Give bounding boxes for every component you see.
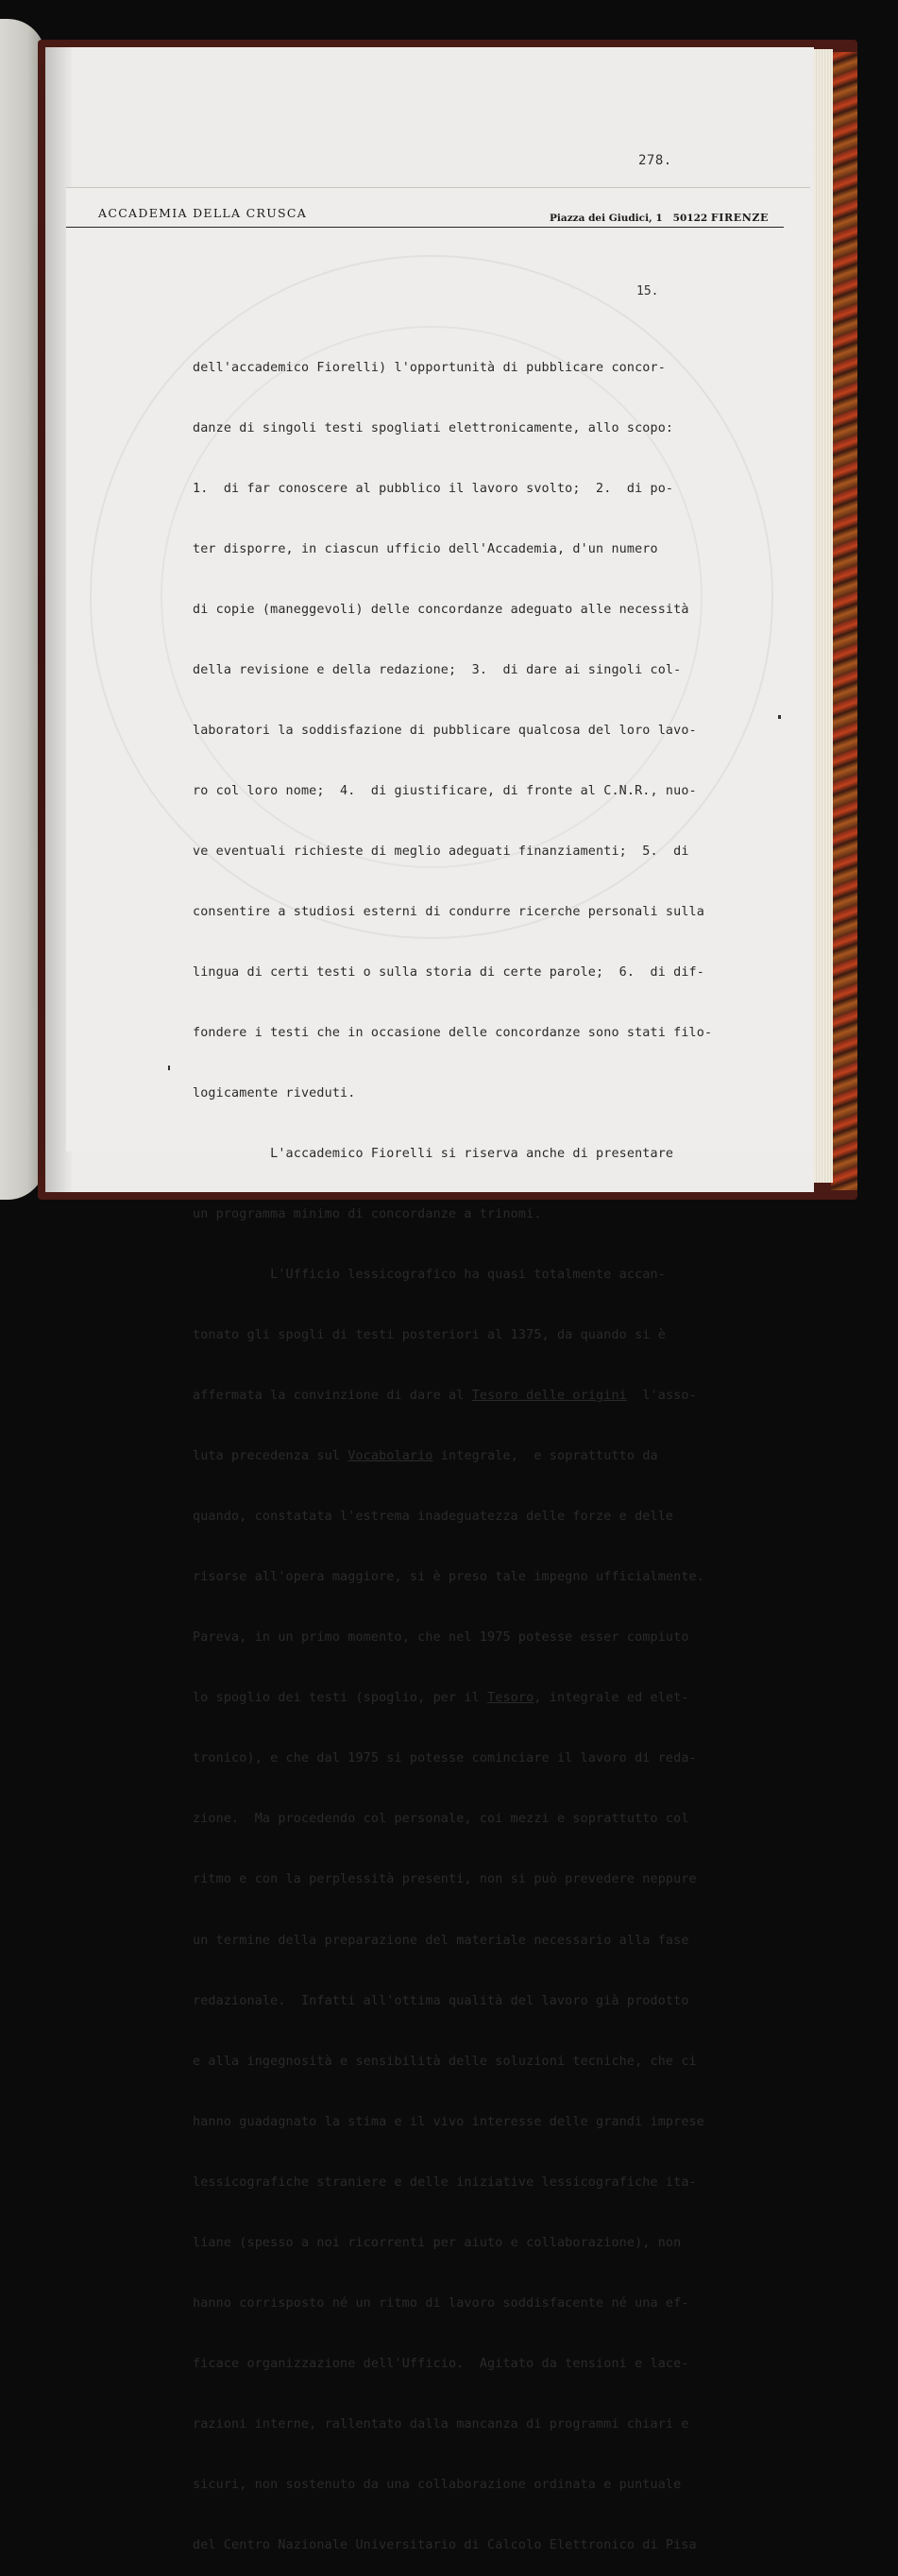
text-line: ritmo e con la perplessità presenti, non si può prevedere neppure: [193, 1872, 697, 1887]
text-segment: l'asso-: [626, 1389, 697, 1404]
page-edges: [814, 49, 833, 1183]
text-line-with-title: [193, 1446, 750, 1466]
text-line: sicuri, non sostenuto da una collaborazione ordinata e puntuale: [193, 2477, 682, 2492]
letterhead: [66, 206, 784, 228]
address-street: Piazza dei Giudici, 1: [550, 213, 663, 224]
text-line: ve eventuali richieste di meglio adeguati finanziamenti; 5. di: [193, 844, 689, 859]
text-line: della revisione e della redazione; 3. di dare ai singoli col-: [193, 662, 682, 677]
text-line: fondere i testi che in occasione delle concordanze sono stati filo-: [193, 1026, 713, 1041]
address-postal: 50122: [672, 213, 708, 224]
text-line: dell'accademico Fiorelli) l'opportunità di pubblicare concor-: [193, 360, 666, 375]
text-line: ficace organizzazione dell'Ufficio. Agitato da tensioni e lace-: [193, 2356, 689, 2371]
text-segment: lo spoglio dei testi (spoglio, per il: [193, 1691, 488, 1706]
underlined-title: Tesoro: [487, 1691, 534, 1706]
text-line: danze di singoli testi spogliati elettronicamente, allo scopo:: [193, 420, 674, 435]
text-line: un termine della preparazione del materiale necessario alla fase: [193, 1933, 689, 1948]
text-line: quando, constatata l'estrema inadeguatezza delle forze e delle: [193, 1510, 674, 1525]
underlined-title: Vocabolario: [347, 1449, 433, 1464]
text-line: ter disporre, in ciascun ufficio dell'Accademia, d'un numero: [193, 541, 658, 556]
text-segment: integrale, e soprattutto da: [432, 1449, 658, 1464]
text-line: del Centro Nazionale Universitario di Calcolo Elettronico di Pisa: [193, 2537, 697, 2552]
text-line-with-title: [193, 1688, 750, 1708]
underlined-title: Tesoro delle origini: [471, 1389, 627, 1404]
inner-page-number: 15.: [636, 284, 659, 299]
text-line: consentire a studiosi esterni di condurre ricerche personali sulla: [193, 904, 704, 919]
text-line-with-title: [193, 1386, 750, 1406]
text-line: L'accademico Fiorelli si riserva anche di presentare: [193, 1147, 674, 1162]
text-line: zione. Ma procedendo col personale, coi mezzi e soprattutto col: [193, 1812, 689, 1827]
ink-speck: [168, 1066, 170, 1070]
institution-address: [550, 212, 769, 224]
text-segment: affermata la convinzione di dare al: [193, 1389, 472, 1404]
text-line: razioni interne, rallentato dalla mancanza di programmi chiari e: [193, 2416, 689, 2431]
text-line: laboratori la soddisfazione di pubblicare qualcosa del loro lavo-: [193, 723, 697, 738]
text-line: L'Ufficio lessicografico ha quasi totalmente accan-: [193, 1268, 666, 1283]
address-city: FIRENZE: [710, 212, 769, 224]
text-line: e alla ingegnosità e sensibilità delle soluzioni tecniche, che ci: [193, 2054, 697, 2069]
text-segment: , integrale ed elet-: [534, 1691, 689, 1706]
institution-name: ACCADEMIA DELLA CRUSCA: [98, 206, 308, 220]
outer-page-number: 278.: [638, 153, 672, 168]
text-line: Pareva, in un primo momento, che nel 1975 potesse esser compiuto: [193, 1630, 689, 1646]
text-line: di copie (maneggevoli) delle concordanze adeguato alle necessità: [193, 602, 689, 617]
text-line: hanno guadagnato la stima e il vivo interesse delle grandi imprese: [193, 2114, 704, 2129]
text-line: redazionale. Infatti all'ottima qualità del lavoro già prodotto: [193, 1993, 689, 2008]
text-line: logicamente riveduti.: [193, 1086, 356, 1101]
text-line: liane (spesso a noi ricorrenti per aiuto e collaborazione), non: [193, 2235, 682, 2250]
text-line: un programma minimo di concordanze a trinomi.: [193, 1207, 542, 1222]
marbled-endpaper: [831, 52, 857, 1190]
text-line: tonato gli spogli di testi posteriori al 1375, da quando si è: [193, 1328, 666, 1343]
text-line: lingua di certi testi o sulla storia di certe parole; 6. di dif-: [193, 965, 704, 980]
ink-speck: [778, 715, 781, 719]
typed-body-text: [193, 317, 750, 2576]
text-line: risorse all'opera maggiore, si è preso tale impegno ufficialmente.: [193, 1570, 704, 1585]
text-line: tronico), e che dal 1975 si potesse cominciare il lavoro di reda-: [193, 1751, 697, 1766]
text-line: lessicografiche straniere e delle iniziative lessicografiche ita-: [193, 2175, 697, 2190]
text-segment: luta precedenza sul: [193, 1449, 348, 1464]
text-line: 1. di far conoscere al pubblico il lavoro svolto; 2. di po-: [193, 481, 674, 496]
text-line: ro col loro nome; 4. di giustificare, di fronte al C.N.R., nuo-: [193, 783, 697, 798]
text-line: hanno corrisposto né un ritmo di lavoro soddisfacente né una ef-: [193, 2295, 689, 2311]
